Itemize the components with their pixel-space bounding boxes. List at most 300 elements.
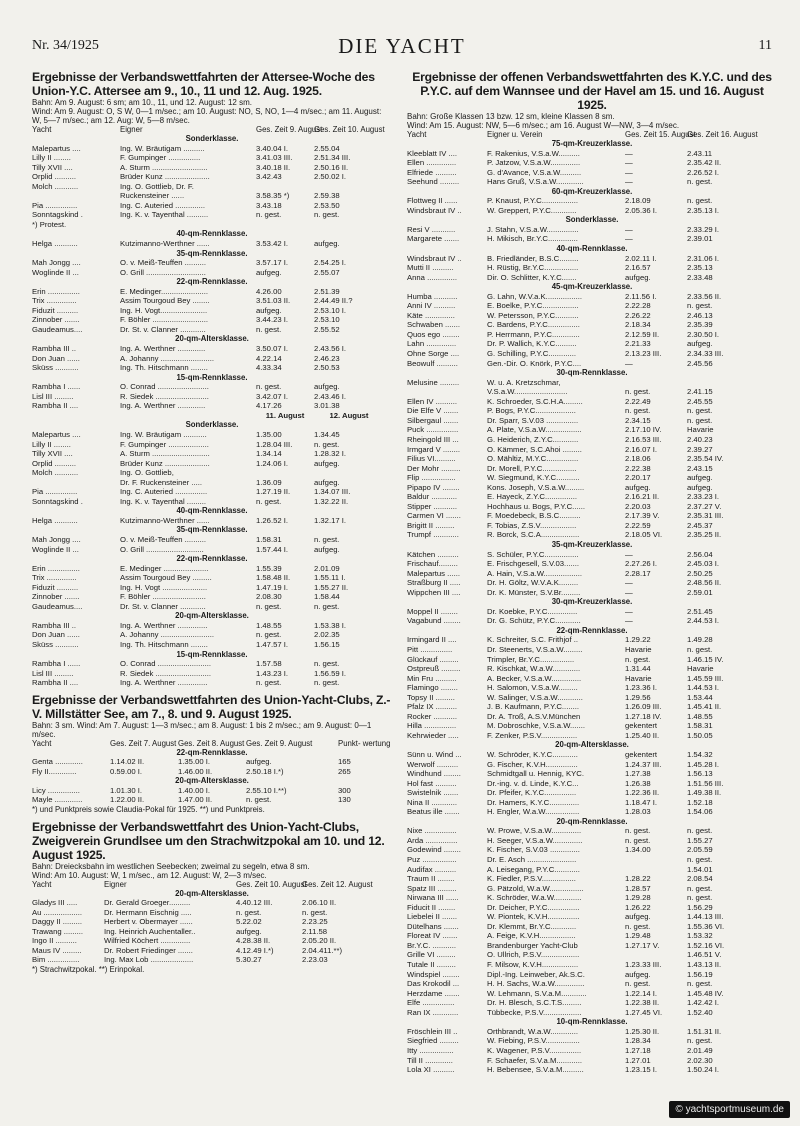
result-cell: Mah Jongg .... bbox=[32, 258, 81, 268]
result-row bbox=[407, 989, 777, 999]
result-cell: — bbox=[625, 606, 633, 616]
result-row bbox=[32, 630, 392, 640]
result-cell: 2.34.15 bbox=[625, 415, 651, 425]
result-cell: — bbox=[625, 587, 633, 597]
result-row bbox=[32, 767, 392, 777]
result-cell: 1.28.57 bbox=[625, 883, 651, 893]
result-row bbox=[407, 912, 777, 922]
result-cell: Windsbraut IV .. bbox=[407, 205, 462, 215]
result-cell: Kutzimanno-Werthner ...... bbox=[120, 239, 210, 249]
result-cell: 1.28.22 bbox=[625, 874, 651, 884]
result-cell: Nirwana III ...... bbox=[407, 893, 459, 903]
result-cell: 1.57.58 bbox=[256, 659, 282, 669]
result-cell: 4.33.34 bbox=[256, 363, 282, 373]
result-cell bbox=[256, 468, 314, 478]
result-cell: Molch ........... bbox=[32, 181, 79, 191]
result-cell: aufgeg. bbox=[314, 458, 340, 468]
result-row bbox=[407, 855, 777, 865]
result-row bbox=[32, 592, 392, 602]
result-cell: 2.35.42 II. bbox=[687, 158, 722, 168]
result-cell bbox=[314, 220, 384, 230]
result-row bbox=[407, 502, 777, 512]
result-cell: Gaudeamus.... bbox=[32, 324, 83, 334]
result-cell: Tutale II ......... bbox=[407, 960, 456, 970]
result-cell: aufgeg. bbox=[314, 382, 340, 392]
result-row bbox=[32, 392, 392, 402]
result-cell bbox=[625, 855, 687, 865]
result-cell: Nina II ............ bbox=[407, 797, 457, 807]
result-row bbox=[407, 674, 777, 684]
result-cell: Tilly XVII .... bbox=[32, 162, 73, 172]
result-cell: 1.01.30 I. bbox=[110, 785, 143, 795]
result-cell: Frischauf......... bbox=[407, 559, 458, 569]
result-row bbox=[407, 397, 777, 407]
result-cell: 2.43.15 bbox=[687, 463, 713, 473]
result-row bbox=[407, 683, 777, 693]
result-row bbox=[407, 1046, 777, 1056]
result-cell: 2.53.10 I. bbox=[314, 305, 347, 315]
result-row bbox=[32, 296, 392, 306]
result-cell: 1.54.06 bbox=[687, 807, 713, 817]
result-cell: 2.16.07 I. bbox=[625, 444, 658, 454]
class-heading: 20-qm-Altersklasse. bbox=[175, 334, 249, 344]
result-cell: Elfriede .......... bbox=[407, 167, 457, 177]
column-header: Yacht bbox=[32, 125, 52, 134]
result-cell: 1.35.00 I. bbox=[178, 757, 211, 767]
result-cell: n. gest. bbox=[314, 601, 340, 611]
result-row bbox=[32, 678, 392, 688]
result-cell: 1.24.06 I. bbox=[256, 458, 289, 468]
result-cell: 1.36.09 bbox=[256, 477, 282, 487]
result-cell: Brandenburger Yacht-Club bbox=[487, 940, 578, 950]
result-cell: 1.27.18 bbox=[625, 1045, 651, 1055]
result-cell: 2.02.11 I. bbox=[625, 253, 657, 263]
issue-number: Nr. 34/1925 bbox=[32, 38, 99, 53]
result-cell: 2.45.03 I. bbox=[687, 559, 720, 569]
result-cell: Dr. H. Blesch, S.C.T.S......... bbox=[487, 998, 582, 1008]
result-cell: K. Wagener, P.S.V............... bbox=[487, 1045, 582, 1055]
result-cell: Dr. Hermann Eischnig ..... bbox=[104, 907, 192, 917]
result-row bbox=[407, 349, 777, 359]
result-cell: Swistelnik ....... bbox=[407, 788, 459, 798]
right-column bbox=[407, 70, 777, 1090]
column-header: Ges. Zeit 10. August bbox=[314, 125, 385, 134]
result-row bbox=[32, 459, 392, 469]
result-cell: V.S.a.W......................... bbox=[487, 387, 568, 397]
result-cell: Sünn u. Wind ... bbox=[407, 750, 462, 759]
result-row bbox=[407, 950, 777, 960]
result-cell: Orthbrandt, W.a.W............. bbox=[487, 1026, 578, 1036]
result-cell: Helga ........... bbox=[32, 239, 78, 249]
result-cell: O. Conrad ......................... bbox=[120, 659, 211, 669]
result-cell: A. Plate, V.S.a.W................. bbox=[487, 425, 582, 435]
result-row bbox=[32, 220, 392, 230]
result-cell: Baldur ............ bbox=[407, 492, 457, 502]
result-row bbox=[32, 258, 392, 268]
result-cell: Helga ........... bbox=[32, 515, 78, 525]
result-cell: O. Conrad ........................ bbox=[120, 382, 209, 392]
result-cell: Rambha I ...... bbox=[32, 382, 81, 392]
result-row bbox=[407, 1027, 777, 1037]
result-cell: P. Jatzow, V.S.a.W.............. bbox=[487, 158, 581, 168]
result-row bbox=[407, 655, 777, 665]
result-cell: 2.20.17 bbox=[625, 473, 651, 483]
result-cell: W. Schröder, K.Y.C............ bbox=[487, 750, 578, 759]
result-cell: 3.50.07 I. bbox=[256, 344, 289, 354]
result-cell: 1.28.32 I. bbox=[314, 449, 347, 459]
result-row bbox=[407, 521, 777, 531]
result-cell: O. v. Meiß-Teuffen .......... bbox=[120, 258, 207, 268]
result-cell: 5.22.02 bbox=[236, 917, 262, 927]
result-cell: W. Prowe, V.S.a.W.............. bbox=[487, 826, 582, 836]
result-cell: 1.51.56 III. bbox=[687, 778, 724, 788]
watermark: © yachtsportmuseum.de bbox=[669, 1101, 790, 1118]
result-cell: Licy ............... bbox=[32, 785, 80, 795]
result-cell: Rambha II .... bbox=[32, 401, 79, 411]
result-cell: n. gest. bbox=[256, 496, 282, 506]
result-cell: Rocker ........... bbox=[407, 711, 457, 721]
result-cell: Dr. G. Schütz, P.Y.C............ bbox=[487, 616, 581, 626]
result-cell: Lilly II ........ bbox=[32, 439, 71, 449]
result-row bbox=[32, 545, 392, 555]
result-row bbox=[32, 786, 392, 796]
result-cell: R. Borck, S.C.A.................. bbox=[487, 530, 580, 540]
result-cell: Straßburg II ..... bbox=[407, 578, 461, 588]
result-cell: 2.54.25 I. bbox=[314, 258, 347, 268]
result-cell: 2.05.36 I. bbox=[625, 205, 658, 215]
page-number: 11 bbox=[758, 38, 772, 53]
result-cell: Dr. Steenerts, V.S.a.W......... bbox=[487, 644, 583, 654]
result-cell: Brigitt II ......... bbox=[407, 520, 455, 530]
result-cell: 1.58.48 II. bbox=[256, 573, 291, 583]
results-section-kyc bbox=[407, 70, 777, 1075]
class-heading: 15-qm-Rennklasse. bbox=[176, 649, 248, 659]
result-cell: Wippchen III .... bbox=[407, 587, 461, 597]
result-cell: H. Engler, W.a.W................ bbox=[487, 807, 580, 817]
result-cell: Kehrwieder ..... bbox=[407, 730, 459, 740]
result-cell: 2.16.57 bbox=[625, 263, 651, 273]
class-heading: 35-qm-Kreuzerklasse. bbox=[551, 539, 633, 549]
result-cell: Zinnober ....... bbox=[32, 315, 80, 325]
result-cell: Kätchen .......... bbox=[407, 549, 459, 559]
result-cell: 0.59.00 I. bbox=[110, 766, 143, 776]
result-cell: — bbox=[625, 158, 633, 168]
result-row bbox=[32, 163, 392, 173]
class-heading: 20-qm-Altersklasse. bbox=[175, 888, 249, 898]
result-cell: Herzdame ....... bbox=[407, 988, 460, 998]
result-cell: G. Lahn, W.V.a.K................. bbox=[487, 291, 582, 301]
result-cell: n. gest. bbox=[625, 406, 651, 416]
result-row bbox=[407, 425, 777, 435]
result-cell: 1.57.44 I. bbox=[256, 544, 289, 554]
result-cell: H. H. Sachs, W.a.W.............. bbox=[487, 979, 585, 989]
race-conditions: Wind: Am 9. August: O, S W, 0—1 m/sec.; am 10. August: NO, S, NO, 1—4 m/sec.; am 11. August: W, 5—7 m/sec.; am 12. Aug: W, 5—8 m/sec. bbox=[32, 107, 382, 125]
result-cell: 1.50.24 I. bbox=[687, 1065, 720, 1075]
result-cell: 2.43.11 bbox=[687, 148, 713, 158]
result-cell: 2.59.01 bbox=[687, 587, 713, 597]
result-cell: aufgeg. bbox=[246, 757, 272, 767]
result-cell: 3.41.03 III. bbox=[256, 153, 293, 163]
column-header: Yacht bbox=[32, 879, 52, 889]
result-row bbox=[32, 468, 392, 478]
class-heading: 20-qm-Altersklasse. bbox=[175, 611, 249, 621]
result-cell bbox=[256, 220, 314, 230]
result-cell: Quos ego ........ bbox=[407, 329, 460, 339]
result-row bbox=[32, 440, 392, 450]
result-cell: n. gest. bbox=[687, 893, 713, 903]
result-row bbox=[32, 602, 392, 612]
result-cell: 2.26.22 bbox=[625, 310, 651, 320]
result-cell: 2.35.13 I. bbox=[687, 205, 720, 215]
result-row bbox=[407, 721, 777, 731]
result-cell: Nixe ............... bbox=[407, 826, 457, 836]
result-row bbox=[32, 449, 392, 459]
result-cell: 1.52.16 VI. bbox=[687, 940, 725, 950]
result-cell: 2.01.49 bbox=[687, 1045, 713, 1055]
result-cell: 2.55.07 bbox=[314, 267, 340, 277]
result-cell: Ing. A. Werthner .............. bbox=[120, 620, 208, 630]
date-label-row bbox=[32, 411, 392, 421]
result-cell: F. Gumpinger ............... bbox=[120, 153, 201, 163]
result-cell: Ing. C. Auteried .............. bbox=[120, 200, 206, 210]
result-cell: A. Hain, V.S.a.W.................. bbox=[487, 568, 582, 578]
result-cell: n. gest. bbox=[314, 659, 340, 669]
result-row bbox=[32, 401, 392, 411]
result-cell: 1.46.15 IV. bbox=[687, 654, 724, 664]
result-cell: 2.35.54 IV. bbox=[687, 454, 724, 464]
result-cell: E. Frischgesell, S.V.03....... bbox=[487, 559, 580, 569]
result-cell: 3.44.23 I. bbox=[256, 315, 289, 325]
result-cell: K. Schreiter, S.C. Frithjof .. bbox=[487, 635, 578, 645]
result-cell: 2.34.33 III. bbox=[687, 349, 724, 359]
result-cell: 1.46.51 V. bbox=[687, 950, 722, 960]
result-cell: Trawang ......... bbox=[32, 926, 83, 936]
result-cell: E. Boelke, P.Y.C................. bbox=[487, 301, 579, 311]
result-cell: 1.56.29 bbox=[687, 902, 713, 912]
result-cell: Ing. W. Bräutigam ........... bbox=[120, 429, 207, 439]
date-label: 12. August bbox=[329, 410, 369, 420]
result-cell: Käte .............. bbox=[407, 310, 455, 320]
result-cell: 1.47.57 I. bbox=[256, 639, 289, 649]
result-row bbox=[407, 473, 777, 483]
result-cell: Erin ............... bbox=[32, 286, 80, 296]
column-headers bbox=[32, 125, 392, 134]
result-cell: n. gest. bbox=[314, 534, 340, 544]
result-row bbox=[407, 311, 777, 321]
result-row bbox=[407, 177, 777, 187]
result-cell: Pipapo IV ........ bbox=[407, 482, 460, 492]
result-row bbox=[407, 206, 777, 216]
result-cell: Lisl III ......... bbox=[32, 391, 74, 401]
column-header: Ges. Zeit 7. August bbox=[110, 738, 177, 748]
result-row bbox=[32, 669, 392, 679]
result-cell: 2.50.02 I. bbox=[314, 172, 347, 182]
result-cell: 1.55.39 bbox=[256, 563, 282, 573]
result-cell: 2.56.04 bbox=[687, 549, 713, 559]
result-cell: 2.16.21 II. bbox=[625, 492, 660, 502]
result-cell: H. Mikisch, Br.Y.C.............. bbox=[487, 234, 578, 244]
results-section-attersee bbox=[32, 70, 392, 688]
result-cell: 2.06.10 II. bbox=[302, 898, 337, 908]
magazine-title: DIE YACHT bbox=[338, 34, 466, 58]
result-cell: Ing. A. Werthner .............. bbox=[120, 678, 208, 688]
result-cell: Ing. H. Vogt ..................... bbox=[120, 582, 208, 592]
spacer bbox=[120, 411, 256, 421]
result-cell: W. Lehmann, S.V.a.M............ bbox=[487, 988, 587, 998]
result-cell: 3.01.38 bbox=[314, 401, 340, 411]
result-cell: O. Grill ............................ bbox=[120, 267, 206, 277]
result-row bbox=[407, 931, 777, 941]
result-cell: Dr. Gerald Groeger.......... bbox=[104, 898, 191, 908]
result-cell: 2.46.23 bbox=[314, 353, 340, 363]
result-cell: 2.11.56 I. bbox=[625, 291, 657, 301]
result-cell: G. d'Avance, V.S.a.W.......... bbox=[487, 167, 582, 177]
result-cell: Mutti II .......... bbox=[407, 263, 454, 273]
result-cell: Dir. O. Schlitter, K.Y.C....... bbox=[487, 272, 577, 282]
result-row bbox=[407, 254, 777, 264]
result-cell: 2.46.13 bbox=[687, 310, 713, 320]
result-cell: 2.50.18 I.*) bbox=[246, 766, 284, 776]
result-row bbox=[407, 483, 777, 493]
race-conditions: Bahn: Am 9. August: 6 sm; am 10., 11, und 12. August: 12 sm. bbox=[32, 98, 252, 107]
result-cell: 1.48.55 bbox=[687, 711, 713, 721]
result-cell: 1.49.38 II. bbox=[687, 788, 722, 798]
result-cell: Ing. Th. Hitschmann ........ bbox=[120, 363, 208, 373]
class-heading: 22-qm-Rennklasse. bbox=[556, 625, 628, 635]
class-heading: 75-qm-Kreuzerklasse. bbox=[551, 139, 633, 148]
result-cell bbox=[625, 950, 687, 960]
result-cell: aufgeg. bbox=[256, 305, 282, 315]
result-cell: n. gest. bbox=[625, 979, 651, 989]
result-cell: — bbox=[625, 616, 633, 626]
spacer bbox=[32, 411, 120, 421]
result-cell: 1.44.13 III. bbox=[687, 912, 724, 922]
result-cell: K. Schröder, W.a.W............. bbox=[487, 893, 582, 903]
result-cell: 2.53.50 bbox=[314, 200, 340, 210]
result-cell: 2.31.06 I. bbox=[687, 253, 720, 263]
result-cell: aufgeg. bbox=[625, 969, 651, 979]
result-cell: — bbox=[625, 358, 633, 368]
result-cell: Gen.-Dir. O. Knörk, P.Y.C.... bbox=[487, 358, 582, 368]
result-cell: Au .................. bbox=[32, 907, 82, 917]
result-cell: Hol fast .......... bbox=[407, 778, 457, 788]
result-cell: Ellen .............. bbox=[407, 158, 457, 168]
result-cell: W. Siegmund, K.Y.C........... bbox=[487, 473, 580, 483]
result-cell: 2.26.52 I. bbox=[687, 167, 720, 177]
result-row bbox=[407, 645, 777, 655]
result-row bbox=[407, 693, 777, 703]
result-cell: 3.40.18 II. bbox=[256, 162, 291, 172]
race-conditions: Wind: Am 10. August: W, 1 m/sec., am 12. August: W, 2—3 m/sec. bbox=[32, 870, 267, 880]
result-row bbox=[407, 731, 777, 741]
race-conditions: Bahn: 3 sm. Wind: Am 7. August: 1—3 m/sec.; am 8. August: 1 bis 2 m/sec.; am 9. August: 0—1 m/sec. bbox=[32, 720, 372, 739]
result-cell: 2.33.48 bbox=[687, 272, 713, 282]
result-cell: Rheingold III ... bbox=[407, 434, 459, 444]
result-cell: Hochhaus u. Bogs, P.Y.C...... bbox=[487, 501, 586, 511]
result-cell: Ellen IV .......... bbox=[407, 396, 457, 406]
result-cell: 2.18.34 bbox=[625, 320, 651, 330]
result-cell: Anni IV .......... bbox=[407, 301, 456, 311]
result-row bbox=[407, 234, 777, 244]
result-cell: 1.18.47 I. bbox=[625, 797, 658, 807]
result-row bbox=[32, 497, 392, 507]
result-row bbox=[407, 149, 777, 159]
result-row bbox=[407, 168, 777, 178]
result-cell: 2.01.09 bbox=[314, 563, 340, 573]
result-cell: 1.44.53 I. bbox=[687, 683, 720, 693]
result-cell: Schmidtgall u. Hennig, KYC. bbox=[487, 769, 584, 779]
result-row bbox=[407, 807, 777, 817]
result-row bbox=[407, 769, 777, 779]
result-row bbox=[32, 535, 392, 545]
result-cell: A. Sturm .......................... bbox=[120, 162, 208, 172]
result-cell: 1.53.32 bbox=[687, 931, 713, 941]
class-heading: 35-qm-Rennklasse. bbox=[176, 248, 248, 258]
result-cell: F. Böhler .......................... bbox=[120, 315, 209, 325]
result-cell: Vagabund ........ bbox=[407, 616, 461, 626]
result-row bbox=[407, 635, 777, 645]
result-cell: n. gest. bbox=[625, 387, 651, 397]
result-row bbox=[32, 172, 392, 182]
result-cell: Erin ............... bbox=[32, 563, 80, 573]
result-cell: Glückauf ......... bbox=[407, 654, 459, 664]
result-cell: Itty ................ bbox=[407, 1045, 454, 1055]
result-cell: Die Elfe V ....... bbox=[407, 406, 459, 416]
result-row bbox=[32, 268, 392, 278]
result-cell: Fiduzit .......... bbox=[32, 305, 79, 315]
result-cell: Spatz III ......... bbox=[407, 883, 457, 893]
result-cell: Herbert v. Obermayer ...... bbox=[104, 917, 193, 927]
result-cell: 2.05.59 bbox=[687, 845, 713, 855]
result-cell: Ruckensteiner ...... bbox=[120, 191, 185, 201]
result-cell: Fiducit II ........ bbox=[407, 902, 456, 912]
result-cell: 2.17.39 V. bbox=[625, 511, 660, 521]
result-cell: 2.30.50 I. bbox=[687, 329, 720, 339]
result-cell: Dipl.-Ing. Leinweber, Ak.S.C. bbox=[487, 969, 585, 979]
result-cell: 3.42.07 I. bbox=[256, 391, 289, 401]
result-cell: aufgeg. bbox=[625, 272, 651, 282]
result-row bbox=[32, 955, 392, 965]
result-row bbox=[407, 559, 777, 569]
result-cell: 1.26.09 III. bbox=[625, 702, 662, 712]
result-row bbox=[407, 492, 777, 502]
result-cell: Genta ............. bbox=[32, 757, 83, 767]
result-cell: R. Kischkat, W.a.W............. bbox=[487, 664, 581, 674]
result-row bbox=[407, 263, 777, 273]
result-cell: J. B. Kaufmann, P.Y.C........ bbox=[487, 702, 580, 712]
result-cell: 2.02.30 bbox=[687, 1055, 713, 1065]
result-cell: Ingo II .......... bbox=[32, 936, 77, 946]
result-cell: H. Bebensee, S.V.a.M.......... bbox=[487, 1065, 584, 1075]
result-cell: 1.22.14 I. bbox=[625, 988, 658, 998]
result-cell: 1.55.11 I. bbox=[314, 573, 346, 583]
result-cell: 1.45.28 I. bbox=[687, 759, 720, 769]
class-heading: 10-qm-Rennklasse. bbox=[556, 1017, 628, 1027]
result-cell: 2.50.25 bbox=[687, 568, 713, 578]
result-cell: 1.47.19 I. bbox=[256, 582, 289, 592]
class-heading: 20-qm-Altersklasse. bbox=[175, 776, 249, 786]
result-cell: O. Ullrich, P.S.V.................. bbox=[487, 950, 580, 960]
result-cell: Sonntagskind . bbox=[32, 210, 83, 220]
result-cell: 2.50.16 II. bbox=[314, 162, 349, 172]
result-cell: 4.40.12 III. bbox=[236, 898, 273, 908]
result-cell: Irmgard V ........ bbox=[407, 444, 460, 454]
result-row bbox=[32, 640, 392, 650]
result-cell: Puck ............... bbox=[407, 425, 459, 435]
result-cell: 165 bbox=[338, 757, 351, 767]
result-row bbox=[407, 406, 777, 416]
result-row bbox=[407, 511, 777, 521]
